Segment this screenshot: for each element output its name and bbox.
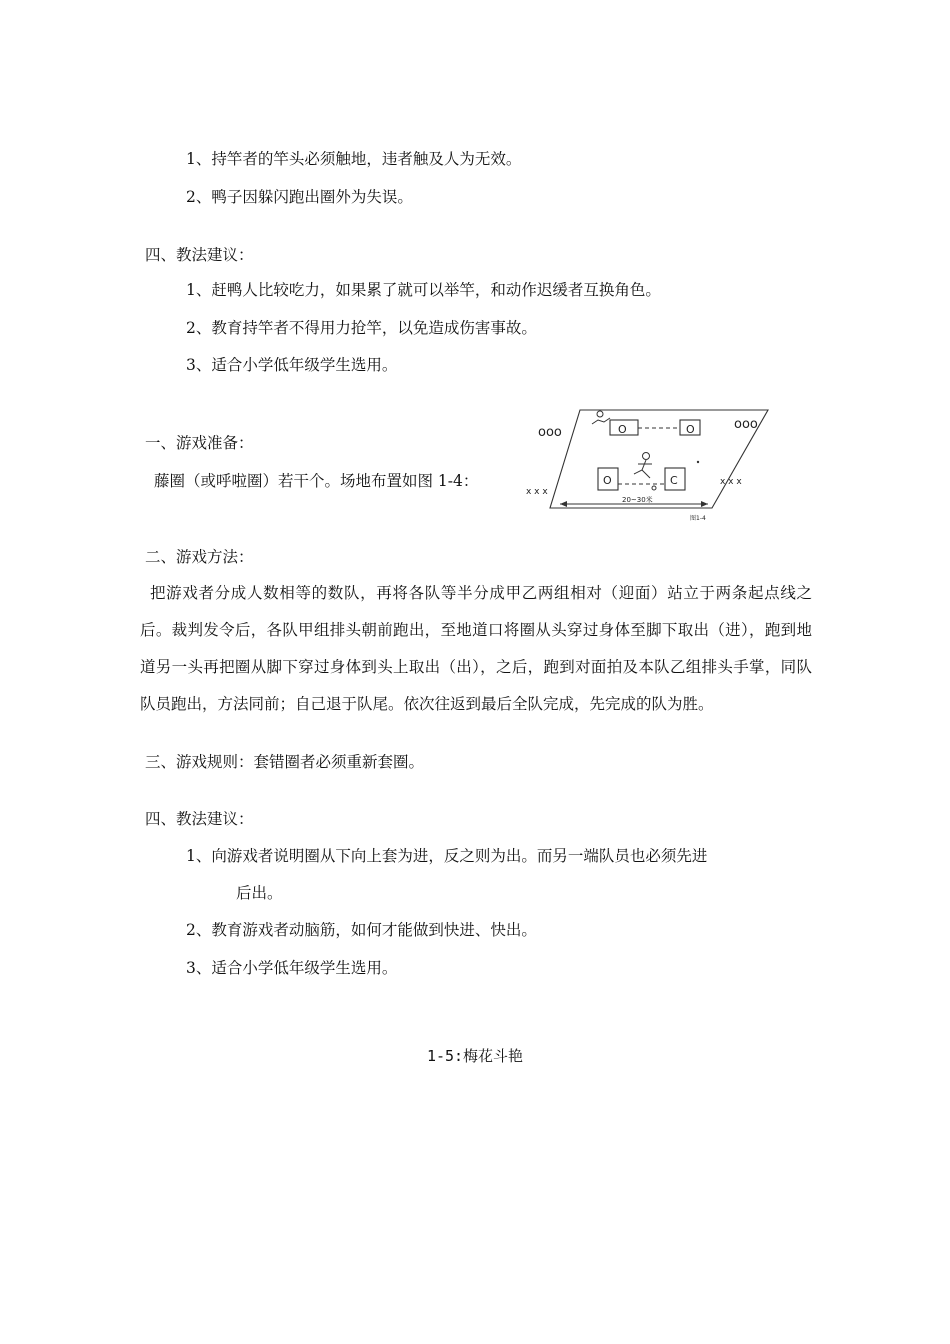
suggestion-item-1: 1、向游戏者说明圈从下向上套为进，反之则为出。而另一端队员也必须先进 [186,847,708,865]
suggestion-item-3: 3、适合小学低年级学生选用。 [186,959,398,977]
field-layout-figure [520,404,770,524]
suggestion-item-2: 2、教育游戏者动脑筋，如何才能做到快进、快出。 [186,921,537,939]
next-section-title: 1-5:梅花斗艳 [426,1047,524,1065]
suggestion-item-2: 2、教育持竿者不得用力抢竿，以免造成伤害事故。 [186,319,537,337]
suggestion-item-3: 3、适合小学低年级学生选用。 [186,356,398,374]
left-circles: ooo [538,425,562,440]
lower-ring-1: O [603,474,612,487]
suggestion-item-1-continued: 后出。 [236,884,283,902]
upper-ring-1: O [618,423,627,436]
lower-runner-body [634,460,652,478]
lower-ring-2: C [670,474,678,487]
section-heading-suggestions-2: 四、教法建议： [145,810,254,828]
suggestion-item-1: 1、赶鸭人比较吃力，如果累了就可以举竿，和动作迟缓者互换角色。 [186,281,661,299]
right-team-marks: x x x [720,477,742,487]
section-heading-suggestions-1: 四、教法建议： [145,246,254,264]
section-heading-method: 二、游戏方法： [145,548,254,566]
method-paragraph: 把游戏者分成人数相等的数队，再将各队等半分成甲乙两组相对（迎面）站立于两条起点线之后。裁判发令后，各队甲组排头朝前跑出，至地道口将圈从头穿过身体至脚下取出（进），跑到地道另一头再把圈从脚下穿过身体到头上取出（出），之后，跑到对面拍及本队乙组排头手掌，同队队员跑出，方法同前；自己退于队尾。依次往返到最后全队完成，先完成的队为胜。 [140,584,812,713]
right-circles: ooo [734,417,758,432]
lower-runner-head [643,453,650,460]
left-team-marks: x x x [526,487,548,497]
marker-dot [697,461,699,463]
section-heading-rules: 三、游戏规则：套错圈者必须重新套圈。 [145,753,425,771]
upper-runner-body [592,418,610,424]
lower-ring-dot [652,486,656,490]
upper-ring-2: O [686,423,695,436]
section-heading-preparation: 一、游戏准备： [145,434,254,452]
rule-item-2: 2、鸭子因躲闪跑出圈外为失误。 [186,188,413,206]
distance-label: 20~30米 [622,496,653,504]
rule-item-1: 1、持竿者的竿头必须触地，违者触及人为无效。 [186,150,522,168]
preparation-text: 藤圈（或呼啦圈）若干个。场地布置如图 1-4： [154,472,479,490]
figure-caption: 图1-4 [690,515,706,522]
upper-runner-head [597,411,603,417]
